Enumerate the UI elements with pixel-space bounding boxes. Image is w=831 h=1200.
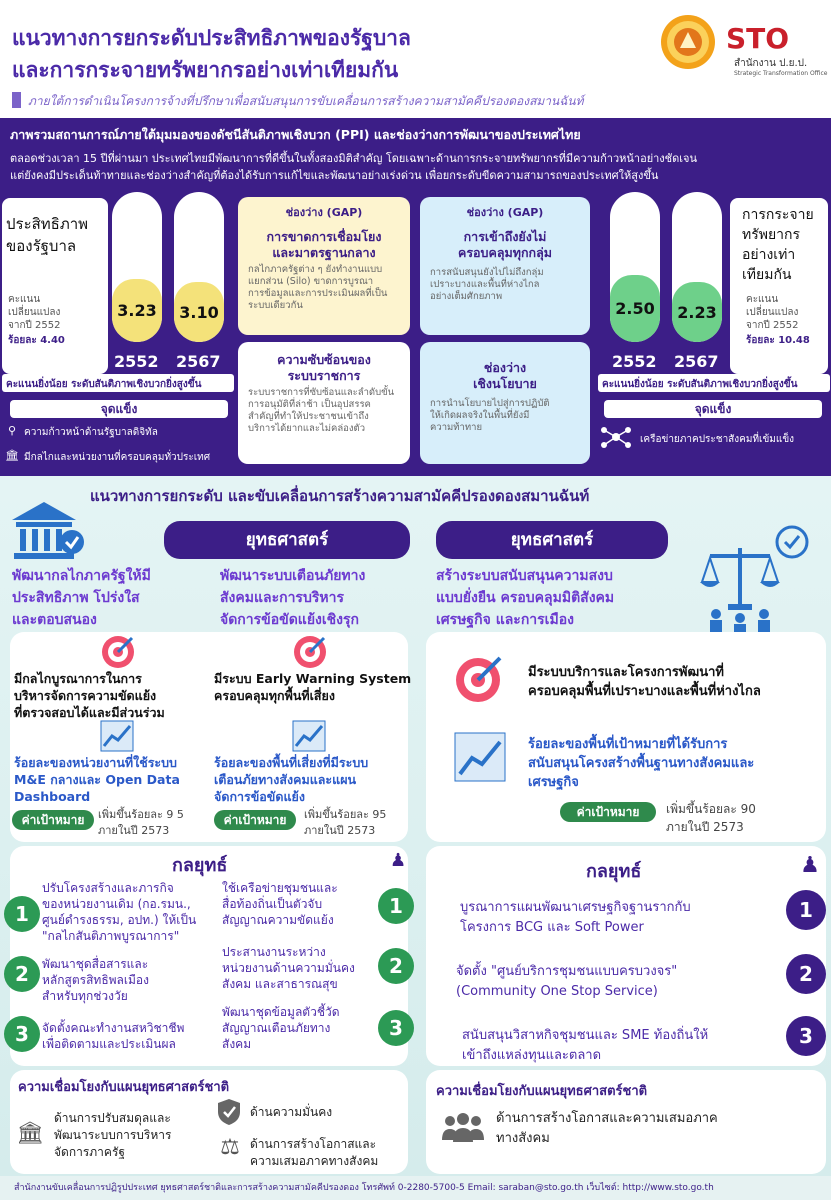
linkage-right-1-line2: ทางสังคม — [496, 1131, 550, 1146]
page-title-line2: และการกระจายทรัพยากรอย่างเท่าเทียมกัน — [12, 58, 399, 82]
gov-bar-2552-fill — [112, 279, 162, 342]
tactic-r-3-line1: สนับสนุนวิสาหกิจชุมชนและ SME ท้องถิ่นให้ — [462, 1028, 709, 1043]
people-group-icon — [440, 1112, 486, 1144]
scales-icon: ⚖ — [220, 1134, 240, 1160]
gov-efficiency-title-line1: ประสิทธิภาพ — [6, 215, 89, 233]
gov-strength-1: ความก้าวหน้าด้านรัฐบาลดิจิทัล — [24, 427, 158, 438]
linkage-left-3-line2: ความเสมอภาคทางสังคม — [250, 1154, 379, 1168]
strategy-pill-left: ยุทธศาสตร์ — [164, 521, 410, 559]
gap-card-bureaucracy — [238, 342, 410, 464]
goal-right-line2: แบบยั่งยืน ครอบคลุมมิติสังคม — [436, 590, 615, 606]
kpi-left-2-measure-2: เตือนภัยทางสังคมและแผน — [214, 772, 357, 787]
kpi-left-1-target-badge: ค่าเป้าหมาย — [12, 810, 94, 830]
sto-logo-caption: สำนักงาน ป.ย.ป. — [734, 58, 808, 69]
linkage-right-1-line1: ด้านการสร้างโอกาสและความเสมอภาค — [496, 1111, 718, 1126]
res-bar-2552-value: 2.50 — [615, 298, 655, 318]
chess-piece-icon: ♟ — [800, 852, 820, 878]
gap-card-bureaucracy-title-2: ระบบราชการ — [287, 368, 361, 383]
tactic-b-2-line3: สังคม และสาธารณสุข — [222, 977, 338, 991]
page-title-line1: แนวทางการยกระดับประสิทธิภาพของรัฐบาล — [12, 26, 411, 50]
gap-card-access — [420, 197, 590, 335]
gap-card-bureaucracy-body-4: บริการได้ยากและไม่คล่องตัว — [248, 423, 366, 434]
res-score-note-1: คะแนน — [746, 294, 779, 305]
tactic-a-2-line1: พัฒนาชุดสื่อสารและ — [42, 957, 149, 971]
linkage-right-heading: ความเชื่อมโยงกับแผนยุทธศาสตร์ชาติ — [436, 1084, 648, 1099]
gap-card-access-body-2: เปราะบางและพื้นที่ห่างไกล — [430, 279, 540, 290]
tactic-b-1-line3: สัญญาณความขัดแย้ง — [222, 913, 334, 927]
gap-card-bureaucracy-body-3: สำคัญที่ทำให้ประชาชนเข้าถึง — [248, 411, 369, 422]
kpi-right-target-badge: ค่าเป้าหมาย — [560, 802, 656, 822]
kpi-left-2-target-1: เพิ่มขึ้นร้อยละ 95 — [304, 808, 387, 821]
res-bar-2567-value: 2.23 — [677, 302, 717, 322]
gap-card-policy-body-1: การนำนโยบายไปสู่การปฏิบัติ — [430, 398, 550, 409]
target-icon — [454, 652, 506, 704]
res-year-2567: 2567 — [674, 352, 719, 371]
gap-card-bureaucracy-body-2: การอนุมัติที่ล่าช้า เป็นอุปสรรค — [248, 399, 371, 410]
page-subtitle: ภายใต้การดำเนินโครงการจ้างที่ปรึกษาเพื่อสนับสนุนการขับเคลื่อนการสร้างความสามัคคีปรองดองสมานฉันท์ — [28, 94, 584, 108]
government-seal-logo — [660, 14, 716, 70]
kpi-left-2-target-badge: ค่าเป้าหมาย — [214, 810, 296, 830]
kpi-right-measure-2: สนับสนุนโครงสร้างพื้นฐานทางสังคมและ — [528, 756, 755, 771]
gap-card-policy-body-2: ให้เกิดผลจริงในพื้นที่ยังมี — [430, 410, 530, 421]
tactic-b-3-line3: สังคม — [222, 1037, 252, 1051]
tactic-b-1-line1: ใช้เครือข่ายชุมชนและ — [222, 881, 338, 895]
network-icon — [598, 424, 634, 450]
target-icon — [100, 634, 136, 670]
linkage-left-heading: ความเชื่อมโยงกับแผนยุทธศาสตร์ชาติ — [18, 1080, 230, 1095]
tactics-left-heading: กลยุทธ์ — [172, 855, 228, 876]
gov-scale-note: คะแนนยิ่งน้อย ระดับสันติภาพเชิงบวกยิ่งสูงขึ้น — [6, 379, 202, 390]
kpi-left-2-title-1: มีระบบ Early Warning System — [214, 671, 412, 686]
kpi-right-title-1: มีระบบบริการและโครงการพัฒนาที่ — [528, 665, 724, 680]
goal-left-1-line3: และตอบสนอง — [12, 612, 97, 628]
res-strength-1: เครือข่ายภาคประชาสังคมที่เข้มแข็ง — [640, 434, 795, 445]
linkage-left-3-line1: ด้านการสร้างโอกาสและ — [250, 1137, 377, 1151]
kpi-right-measure-3: เศรษฐกิจ — [528, 775, 579, 790]
tactic-a-1-line4: "กลไกสันติภาพบูรณาการ" — [42, 929, 180, 943]
tactic-a-3-line2: เพื่อติดตามและประเมินผล — [42, 1037, 176, 1051]
tactic-b-2-line2: หน่วยงานด้านความมั่นคง — [222, 961, 355, 975]
gap-card-access-label: ช่องว่าง (GAP) — [466, 206, 544, 219]
kpi-left-2-measure-3: จัดการข้อขัดแย้ง — [214, 789, 305, 804]
kpi-right-title-2: ครอบคลุมพื้นที่เปราะบางและพื้นที่ห่างไกล — [528, 684, 761, 699]
tactic-b-3-line2: สัญญาณเตือนภัยทาง — [222, 1021, 331, 1035]
sto-logo-sub: Strategic Transformation Office — [734, 70, 828, 77]
tactic-b-2-number: 2 — [378, 948, 414, 984]
resource-title-line2: ทรัพยากร — [742, 227, 801, 243]
gov-bar-2552 — [112, 192, 162, 342]
kpi-right-target-2: ภายในปี 2573 — [666, 820, 744, 834]
gap-card-linkage-body-2: แยกส่วน (Silo) ขาดการบูรณา — [248, 276, 374, 287]
tactic-b-2-line1: ประสานงานระหว่าง — [222, 945, 326, 959]
tactic-a-1-line2: ของหน่วยงานเดิม (กอ.รมน., — [42, 897, 191, 911]
gov-score-note-3: จากปี 2552 — [8, 320, 61, 331]
kpi-left-2-title-2: ครอบคลุมทุกพื้นที่เสี่ยง — [214, 688, 335, 703]
gap-card-linkage-body-4: ระบบเดียวกัน — [248, 300, 303, 311]
gap-card-access-body-1: การสนับสนุนยังไปไม่ถึงกลุ่ม — [430, 267, 544, 278]
gov-bar-2552-value: 3.23 — [117, 301, 157, 320]
scales-justice-icon — [700, 522, 812, 632]
kpi-left-1-target-1: เพิ่มขึ้นร้อยละ 9 5 — [98, 808, 184, 821]
tactic-r-1-number: 1 — [786, 890, 826, 930]
gap-card-linkage — [238, 197, 410, 335]
tactics-right-heading: กลยุทธ์ — [586, 861, 642, 882]
gov-year-2567: 2567 — [176, 352, 221, 371]
digital-icon: ⚲ — [7, 423, 17, 437]
kpi-left-1-title-3: ที่ตรวจสอบได้และมีส่วนร่วม — [14, 705, 165, 720]
kpi-left-2-target-2: ภายในปี 2573 — [304, 824, 376, 837]
overview-desc-line1: ตลอดช่วงเวลา 15 ปีที่ผ่านมา ประเทศไทยมีพัฒนาการที่ดีขึ้นในทั้งสองมิติสำคัญ โดยเฉพาะด้านการกระจายทรัพยากรที่มีความก้าวหน้าอย่างชัดเจน — [10, 152, 698, 165]
shield-check-icon — [216, 1098, 242, 1126]
sto-logo-text: STO — [726, 22, 790, 55]
strategy-pill-right: ยุทธศาสตร์ — [436, 521, 668, 559]
goal-left-2-line1: พัฒนาระบบเตือนภัยทาง — [220, 568, 366, 584]
overview-desc-line2: แต่ยังคงมีประเด็นท้าทายและช่องว่างสำคัญที่ต้องได้รับการแก้ไขและพัฒนาอย่างเร่งด่วน เพื่อยกระดับขีดความสามารถของประเทศให้สูงขึ้น — [10, 169, 659, 182]
res-bar-2567-fill — [672, 282, 722, 342]
gov-score-note-1: คะแนน — [8, 294, 41, 305]
tactic-b-1-number: 1 — [378, 888, 414, 924]
strategy-heading: แนวทางการยกระดับ และขับเคลื่อนการสร้างความสามัคคีปรองดองสมานฉันท์ — [90, 487, 590, 505]
tactic-a-1-number: 1 — [4, 896, 40, 932]
res-percent-label: ร้อยละ 10.48 — [746, 335, 810, 346]
res-bar-2552-fill — [610, 275, 660, 343]
tactic-a-2-number: 2 — [4, 956, 40, 992]
gap-card-policy — [420, 342, 590, 464]
gap-card-access-title-2: ครอบคลุมทุกกลุ่ม — [457, 245, 553, 260]
gov-bar-2567-fill — [174, 282, 224, 342]
gov-score-note-2: เปลี่ยนแปลง — [8, 307, 61, 318]
res-year-2552: 2552 — [612, 352, 657, 371]
res-score-note-3: จากปี 2552 — [746, 320, 799, 331]
kpi-left-1-title-2: บริหารจัดการความขัดแย้ง — [14, 688, 157, 703]
footer-contact: สำนักงานขับเคลื่อนการปฏิรูปประเทศ ยุทธศาสตร์ชาติและการสร้างความสามัคคีปรองดอง โทรศัพท์ 0-2280-5700-5 Email: saraban@sto.go.th เว็บไซต์: http://www.sto.go.th — [14, 1183, 714, 1193]
gap-card-access-title-1: การเข้าถึงยังไม่ — [463, 229, 547, 244]
kpi-left-1-target-2: ภายในปี 2573 — [98, 824, 170, 837]
gov-percent-label: ร้อยละ 4.40 — [8, 335, 65, 346]
target-icon — [292, 634, 328, 670]
gov-efficiency-title-line2: ของรัฐบาล — [6, 237, 77, 255]
linkage-left-1-line1: ด้านการปรับสมดุลและ — [54, 1111, 171, 1125]
tactic-b-1-line2: สื่อท้องถิ่นเป็นตัวจับ — [222, 897, 323, 911]
kpi-right-measure-1: ร้อยละของพื้นที่เป้าหมายที่ได้รับการ — [528, 737, 728, 752]
linkage-left-1-line3: จัดการภาครัฐ — [54, 1145, 126, 1159]
kpi-left-1-measure-2: M&E กลางและ Open Data — [14, 772, 180, 787]
gap-card-linkage-body-1: กลไกภาครัฐต่าง ๆ ยังทำงานแบบ — [248, 264, 383, 275]
tactic-a-3-line1: จัดตั้งคณะทำงานสหวิชาชีพ — [42, 1021, 185, 1035]
res-score-note-2: เปลี่ยนแปลง — [746, 307, 799, 318]
tactic-b-3-line1: พัฒนาชุดข้อมูลตัวชี้วัด — [222, 1005, 340, 1019]
goal-left-1-line2: ประสิทธิภาพ โปร่งใส — [12, 590, 140, 606]
resource-title-line1: การกระจาย — [742, 207, 814, 223]
tactic-r-3-line2: เข้าถึงแหล่งทุนและตลาด — [462, 1048, 602, 1063]
chart-growth-icon — [100, 720, 134, 752]
tactic-a-2-line3: สำหรับทุกช่วงวัย — [42, 989, 128, 1003]
tactic-a-3-number: 3 — [4, 1016, 40, 1052]
tactic-a-1-line1: ปรับโครงสร้างและภารกิจ — [42, 881, 174, 895]
gap-card-linkage-title-2: และมาตรฐานกลาง — [272, 245, 376, 260]
government-building-icon — [6, 496, 86, 564]
chess-piece-icon: ♟ — [389, 849, 407, 871]
goal-right-line3: เศรษฐกิจ และการเมือง — [436, 612, 574, 628]
gap-card-linkage-title-1: การขาดการเชื่อมโยง — [266, 229, 382, 244]
gov-strength-2: มีกลไกและหน่วยงานที่ครอบคลุมทั่วประเทศ — [24, 452, 211, 463]
resource-title-line3: อย่างเท่า — [742, 247, 796, 263]
gap-card-policy-body-3: ความท้าทาย — [430, 422, 483, 433]
gap-card-linkage-body-3: การข้อมูลและการประเมินผลที่เป็น — [248, 288, 388, 299]
gov-bar-2567-value: 3.10 — [179, 302, 219, 322]
goal-left-2-line2: สังคมและการบริหาร — [220, 590, 344, 606]
kpi-left-2-measure-1: ร้อยละของพื้นที่เสี่ยงที่มีระบบ — [214, 755, 369, 770]
tactic-r-2-line2: (Community One Stop Service) — [456, 984, 658, 999]
gov-year-2552: 2552 — [114, 352, 159, 371]
gov-strength-label: จุดแข็ง — [10, 400, 228, 418]
kpi-left-1-measure-1: ร้อยละของหน่วยงานที่ใช้ระบบ — [14, 755, 177, 770]
res-bar-2552 — [610, 192, 660, 342]
tactic-b-3-number: 3 — [378, 1010, 414, 1046]
tactic-a-1-line3: ศูนย์ดำรงธรรม, อปท.) ให้เป็น — [42, 913, 197, 927]
res-strength-label: จุดแข็ง — [604, 400, 822, 418]
overview-heading: ภาพรวมสถานการณ์ภายใต้มุมมองของดัชนีสันติภาพเชิงบวก (PPI) และช่องว่างการพัฒนาของประเทศไทย — [10, 127, 581, 142]
institution-icon: 🏛 — [16, 1120, 44, 1146]
gov-bar-2567 — [174, 192, 224, 342]
kpi-left-1-measure-3: Dashboard — [14, 789, 91, 804]
linkage-left-1-line2: พัฒนาระบบการบริหาร — [54, 1128, 172, 1142]
tactic-a-2-line2: หลักสูตรสิทธิพลเมือง — [42, 973, 149, 987]
goal-right-line1: สร้างระบบสนับสนุนความสงบ — [436, 568, 613, 584]
gap-card-access-body-3: อย่างเต็มศักยภาพ — [430, 291, 503, 302]
chart-growth-icon — [454, 732, 506, 782]
sto-logo — [726, 22, 828, 82]
gap-card-bureaucracy-body-1: ระบบราชการที่ซับซ้อนและลำดับขั้น — [248, 387, 395, 398]
gap-card-bureaucracy-title-1: ความซับซ้อนของ — [277, 352, 371, 367]
gap-card-policy-title-2: เชิงนโยบาย — [473, 376, 537, 391]
subtitle-marker — [12, 92, 21, 108]
tactic-r-2-number: 2 — [786, 954, 826, 994]
gap-card-linkage-label: ช่องว่าง (GAP) — [285, 206, 363, 219]
goal-left-2-line3: จัดการข้อขัดแย้งเชิงรุก — [220, 612, 359, 628]
res-scale-note: คะแนนยิ่งน้อย ระดับสันติภาพเชิงบวกยิ่งสูงขึ้น — [602, 379, 798, 390]
resource-title-line4: เทียมกัน — [742, 267, 792, 283]
tactic-r-2-line1: จัดตั้ง "ศูนย์บริการชุมชนแบบครบวงจร" — [456, 964, 678, 979]
linkage-left-2: ด้านความมั่นคง — [250, 1105, 333, 1119]
kpi-right-target-1: เพิ่มขึ้นร้อยละ 90 — [666, 802, 756, 816]
building-icon: 🏛 — [5, 448, 19, 462]
kpi-left-1-title-1: มีกลไกบูรณาการในการ — [14, 671, 142, 686]
chart-growth-icon — [292, 720, 326, 752]
tactic-r-3-number: 3 — [786, 1016, 826, 1056]
tactic-r-1-line1: บูรณาการแผนพัฒนาเศรษฐกิจฐานรากกับ — [460, 900, 691, 915]
gap-card-policy-title-1: ช่องว่าง — [483, 360, 527, 375]
goal-left-1-line1: พัฒนากลไกภาครัฐให้มี — [12, 568, 151, 584]
tactic-r-1-line2: โครงการ BCG และ Soft Power — [460, 920, 644, 935]
res-bar-2567 — [672, 192, 722, 342]
